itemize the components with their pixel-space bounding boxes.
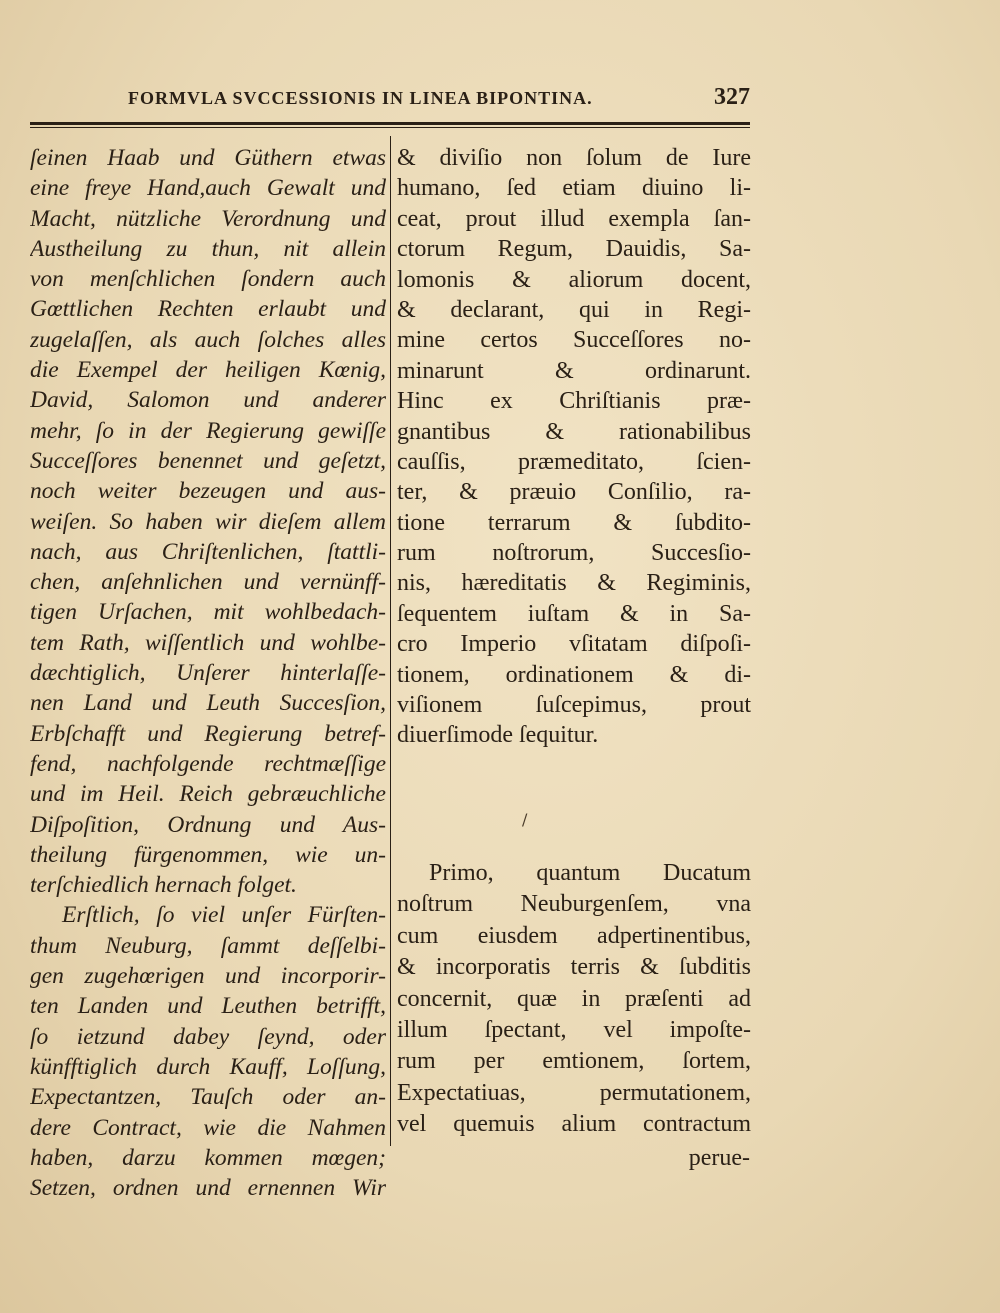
latin-column <box>397 143 751 751</box>
german-line: dere Contract, wie die Nahmen <box>30 1114 386 1141</box>
latin-line: vel quemuis alium contractum <box>397 1111 751 1138</box>
latin-line: ctorum Regum, Dauidis, Sa- <box>397 236 751 263</box>
german-line: Austheilung zu thun, nit allein <box>30 235 386 262</box>
latin-line: rum noſtrorum, Succesſio- <box>397 540 751 567</box>
latin-line: Expectatiuas, permutationem, <box>397 1079 751 1106</box>
latin-line: lomonis & aliorum docent, <box>397 266 751 293</box>
latin-line: nis, hæreditatis & Regiminis, <box>397 570 751 597</box>
german-line: weiſen. So haben wir dieſem allem <box>30 508 386 535</box>
german-line: künfftiglich durch Kauff, Loſſung, <box>30 1053 386 1080</box>
latin-line: viſionem ſuſcepimus, prout <box>397 692 751 719</box>
german-line: David, Salomon und anderer <box>30 387 386 414</box>
german-line: chen, anſehnlichen und vernünff- <box>30 569 386 596</box>
running-title: FORMVLA SVCCESSIONIS IN LINEA BIPONTINA. <box>128 88 593 108</box>
header-rule <box>30 122 750 125</box>
page-header <box>128 84 750 114</box>
german-line: nach, aus Chriſtenlichen, ſtattli- <box>30 538 386 565</box>
latin-line: cro Imperio vſitatam diſpoſi- <box>397 631 751 658</box>
german-line: Erbſchafft und Regierung betref- <box>30 720 386 747</box>
german-line: terſchiedlich hernach folget. <box>30 872 297 899</box>
column-divider <box>390 136 391 1146</box>
german-line: dæchtiglich, Unſerer hinterlaſſe- <box>30 660 386 687</box>
german-line: nen Land und Leuth Succesſion, <box>30 690 386 717</box>
latin-line: Primo, quantum Ducatum <box>429 860 751 886</box>
latin-line: tione terrarum & ſubdito- <box>397 509 751 536</box>
german-line: zugelaſſen, als auch ſolches alles <box>30 326 386 353</box>
german-line: Setzen, ordnen und ernennen Wir <box>30 1175 386 1202</box>
latin-line: noſtrum Neuburgenſem, vna <box>397 891 751 918</box>
catchword: perue- <box>688 1145 750 1171</box>
german-line: von menſchlichen ſondern auch <box>30 266 386 293</box>
german-line: thum Neuburg, ſammt deſſelbi- <box>30 932 386 959</box>
german-line: die Exempel der heiligen Kœnig, <box>30 357 386 384</box>
latin-line: & incorporatis terris & ſubditis <box>397 954 751 981</box>
latin-line: ceat, prout illud exempla ſan- <box>397 205 751 232</box>
german-line: theilung fürgenommen, wie un- <box>30 841 386 868</box>
ink-mark: / <box>522 810 528 829</box>
latin-line: & diviſio non ſolum de Iure <box>397 145 751 171</box>
german-line: und im Heil. Reich gebræuchliche <box>30 781 386 808</box>
latin-line: gnantibus & rationabilibus <box>397 418 751 445</box>
german-line: haben, darzu kommen mœgen; <box>30 1144 386 1171</box>
german-line: ſeinen Haab und Güthern etwas <box>30 145 386 171</box>
german-line: Expectantzen, Tauſch oder an- <box>30 1084 386 1111</box>
latin-line: cauſſis, præmeditato, ſcien- <box>397 448 751 475</box>
latin-line: ter, & præuio Conſilio, ra- <box>397 479 751 506</box>
german-line: tem Rath, wiſſentlich und wohlbe- <box>30 629 386 656</box>
latin-line: humano, ſed etiam diuino li- <box>397 175 751 202</box>
german-line: Diſpoſition, Ordnung und Aus- <box>30 811 386 838</box>
latin-line: rum per emtionem, ſortem, <box>397 1048 751 1075</box>
german-line: ten Landen und Leuthen betrifft, <box>30 993 386 1020</box>
german-line: mehr, ſo in der Regierung gewiſſe <box>30 417 386 444</box>
german-column <box>30 143 386 1203</box>
german-line: Gœttlichen Rechten erlaubt und <box>30 296 386 323</box>
german-line: noch weiter bezeugen und aus- <box>30 478 386 505</box>
latin-line: concernit, quæ in præſenti ad <box>397 985 751 1012</box>
latin-line: illum ſpectant, vel impoſte- <box>397 1016 751 1043</box>
latin-line: cum eiusdem adpertinentibus, <box>397 922 751 949</box>
latin-line: & declarant, qui in Regi- <box>397 296 751 323</box>
latin-line: ſequentem iuſtam & in Sa- <box>397 600 751 627</box>
german-line: eine freye Hand,auch Gewalt und <box>30 175 386 202</box>
german-line: Succeſſores benennet und geſetzt, <box>30 447 386 474</box>
latin-column-continued <box>397 858 751 1141</box>
german-line: tigen Urſachen, mit wohlbedach- <box>30 599 386 626</box>
german-line: Macht, nützliche Verordnung und <box>30 205 386 232</box>
german-line: Erſtlich, ſo viel unſer Fürſten- <box>62 902 386 929</box>
latin-line: Hinc ex Chriſtianis præ- <box>397 388 751 415</box>
german-line: gen zugehœrigen und incorporir- <box>30 963 386 990</box>
page-number: 327 <box>714 84 750 110</box>
latin-line: minarunt & ordinarunt. <box>397 357 751 384</box>
german-line: ſo ietzund dabey ſeynd, oder <box>30 1023 386 1050</box>
german-line: fend, nachfolgende rechtmæſſige <box>30 750 386 777</box>
latin-line: diuerſimode ſequitur. <box>397 722 599 749</box>
latin-line: tionem, ordinationem & di- <box>397 661 751 688</box>
latin-line: mine certos Succeſſores no- <box>397 327 751 354</box>
